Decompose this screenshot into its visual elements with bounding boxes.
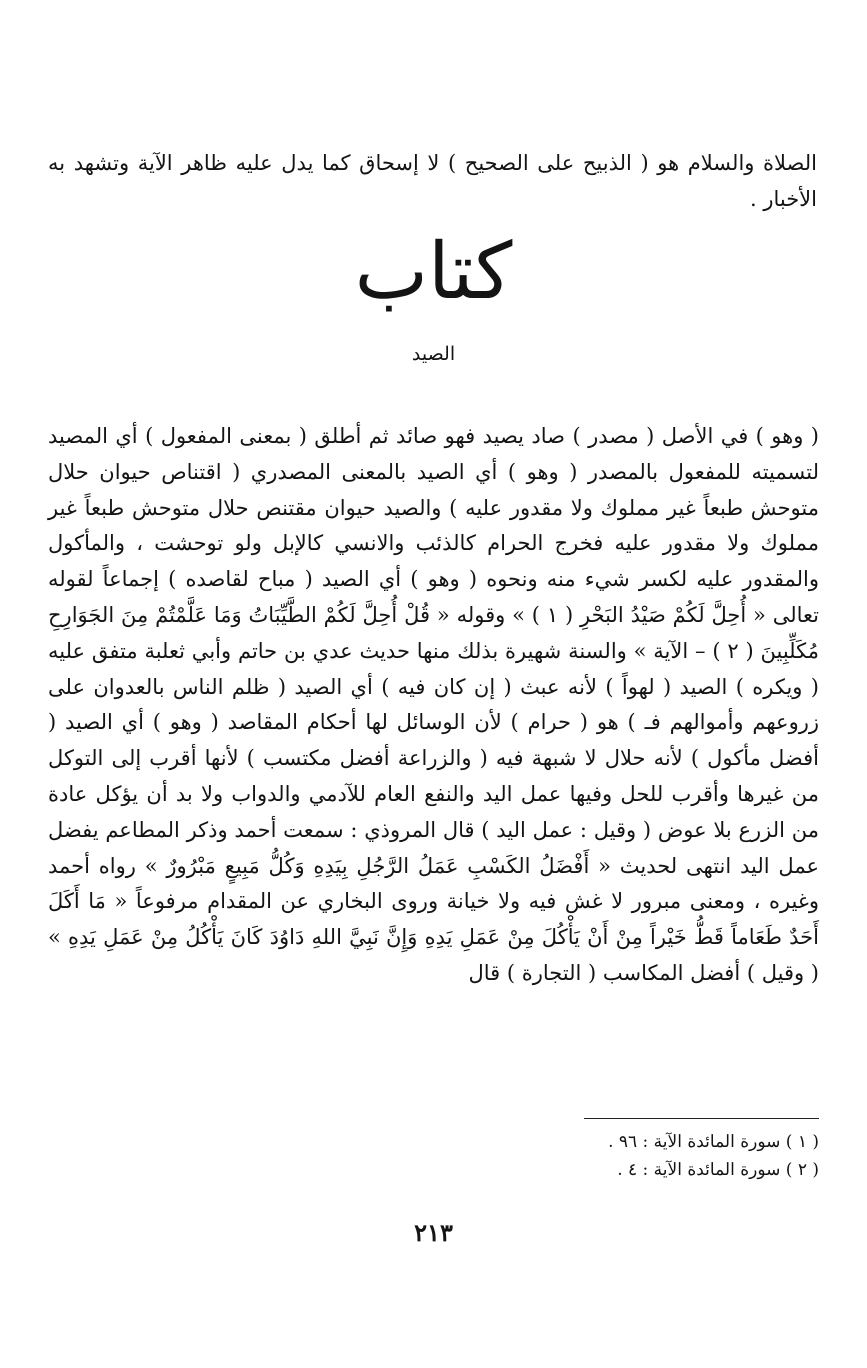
footnote-1: ( ١ ) سورة المائدة الآية : ٩٦ .	[608, 1132, 819, 1152]
body-paragraph: ( وهو ) في الأصل ( مصدر ) صاد يصيد فهو صائد ثم أطلق ( بمعنى المفعول ) أي المصيد لتسميته للمفعول بالمصدر ( وهو ) أي الصيد بالمعنى المصدري ( اقتناص حيوان حلال متوحش طبعاً غير مملوك ولا مقدور عليه ) والصيد حيوان مقتنص حلال متوحش طبعاً غير مملوك ولا مقدور عليه فخرج الحرام كالذئب والانسي كالإبل ولو توحشت ، والمأكول والمقدور عليه لكسر شيء منه ونحوه ( وهو ) أي الصيد ( مباح لقاصده ) إجماعاً لقوله تعالى « أُحِلَّ لَكُمْ صَيْدُ البَحْرِ ( ١ ) » وقوله « قُلْ أُحِلَّ لَكُمْ الطَّيِّبَاتُ وَمَا عَلَّمْتُمْ مِنَ الجَوَارِحِ مُكَلِّبِينَ ( ٢ ) – الآية » والسنة شهيرة بذلك منها حديث عدي بن حاتم وأبي ثعلبة متفق عليه ( ويكره ) الصيد ( لهواً ) لأنه عبث ( إن كان فيه ) أي الصيد ( ظلم الناس بالعدوان على زروعهم وأموالهم فـ ) هو ( حرام ) لأن الوسائل لها أحكام المقاصد ( وهو ) أي الصيد ( أفضل مأكول ) لأنه حلال لا شبهة فيه ( والزراعة أفضل مكتسب ) لأنها أقرب إلى التوكل من غيرها وأقرب للحل وفيها عمل اليد والنفع العام للآدمي والدواب ولا بد أن يؤكل عادة من الزرع بلا عوض ( وقيل : عمل اليد ) قال المروذي : سمعت أحمد وذكر المطاعم يفضل عمل اليد انتهى لحديث « أَفْضَلُ الكَسْبِ عَمَلُ الرَّجُلِ بِيَدِهِ وَكُلُّ مَبِيعٍ مَبْرُورٌ » رواه أحمد وغيره ، ومعنى مبرور لا غش فيه ولا خيانة وروى البخاري عن المقدام مرفوعاً « مَا أَكَلَ أَحَدٌ طَعَاماً قَطُّ خَيْراً مِنْ أَنْ يَأْكُلَ مِنْ عَمَلِ يَدِهِ وَإِنَّ نَبِيَّ اللهِ دَاوُدَ كَانَ يَأْكُلُ مِنْ عَمَلِ يَدِهِ » ( وقيل ) أفضل المكاسب ( التجارة ) قال	[48, 424, 819, 985]
chapter-title: كتاب	[354, 227, 513, 317]
footnote-2: ( ٢ ) سورة المائدة الآية : ٤ .	[617, 1160, 819, 1180]
section-title: الصيد	[411, 343, 456, 365]
footnote-divider	[584, 1118, 819, 1119]
footnotes	[48, 1128, 819, 1184]
intro-paragraph: الصلاة والسلام هو ( الذبيح على الصحيح ) لا إسحاق كما يدل عليه ظاهر الآية وتشهد به الأخبار .	[48, 151, 817, 211]
page-number: ٢١٣	[414, 1218, 453, 1247]
